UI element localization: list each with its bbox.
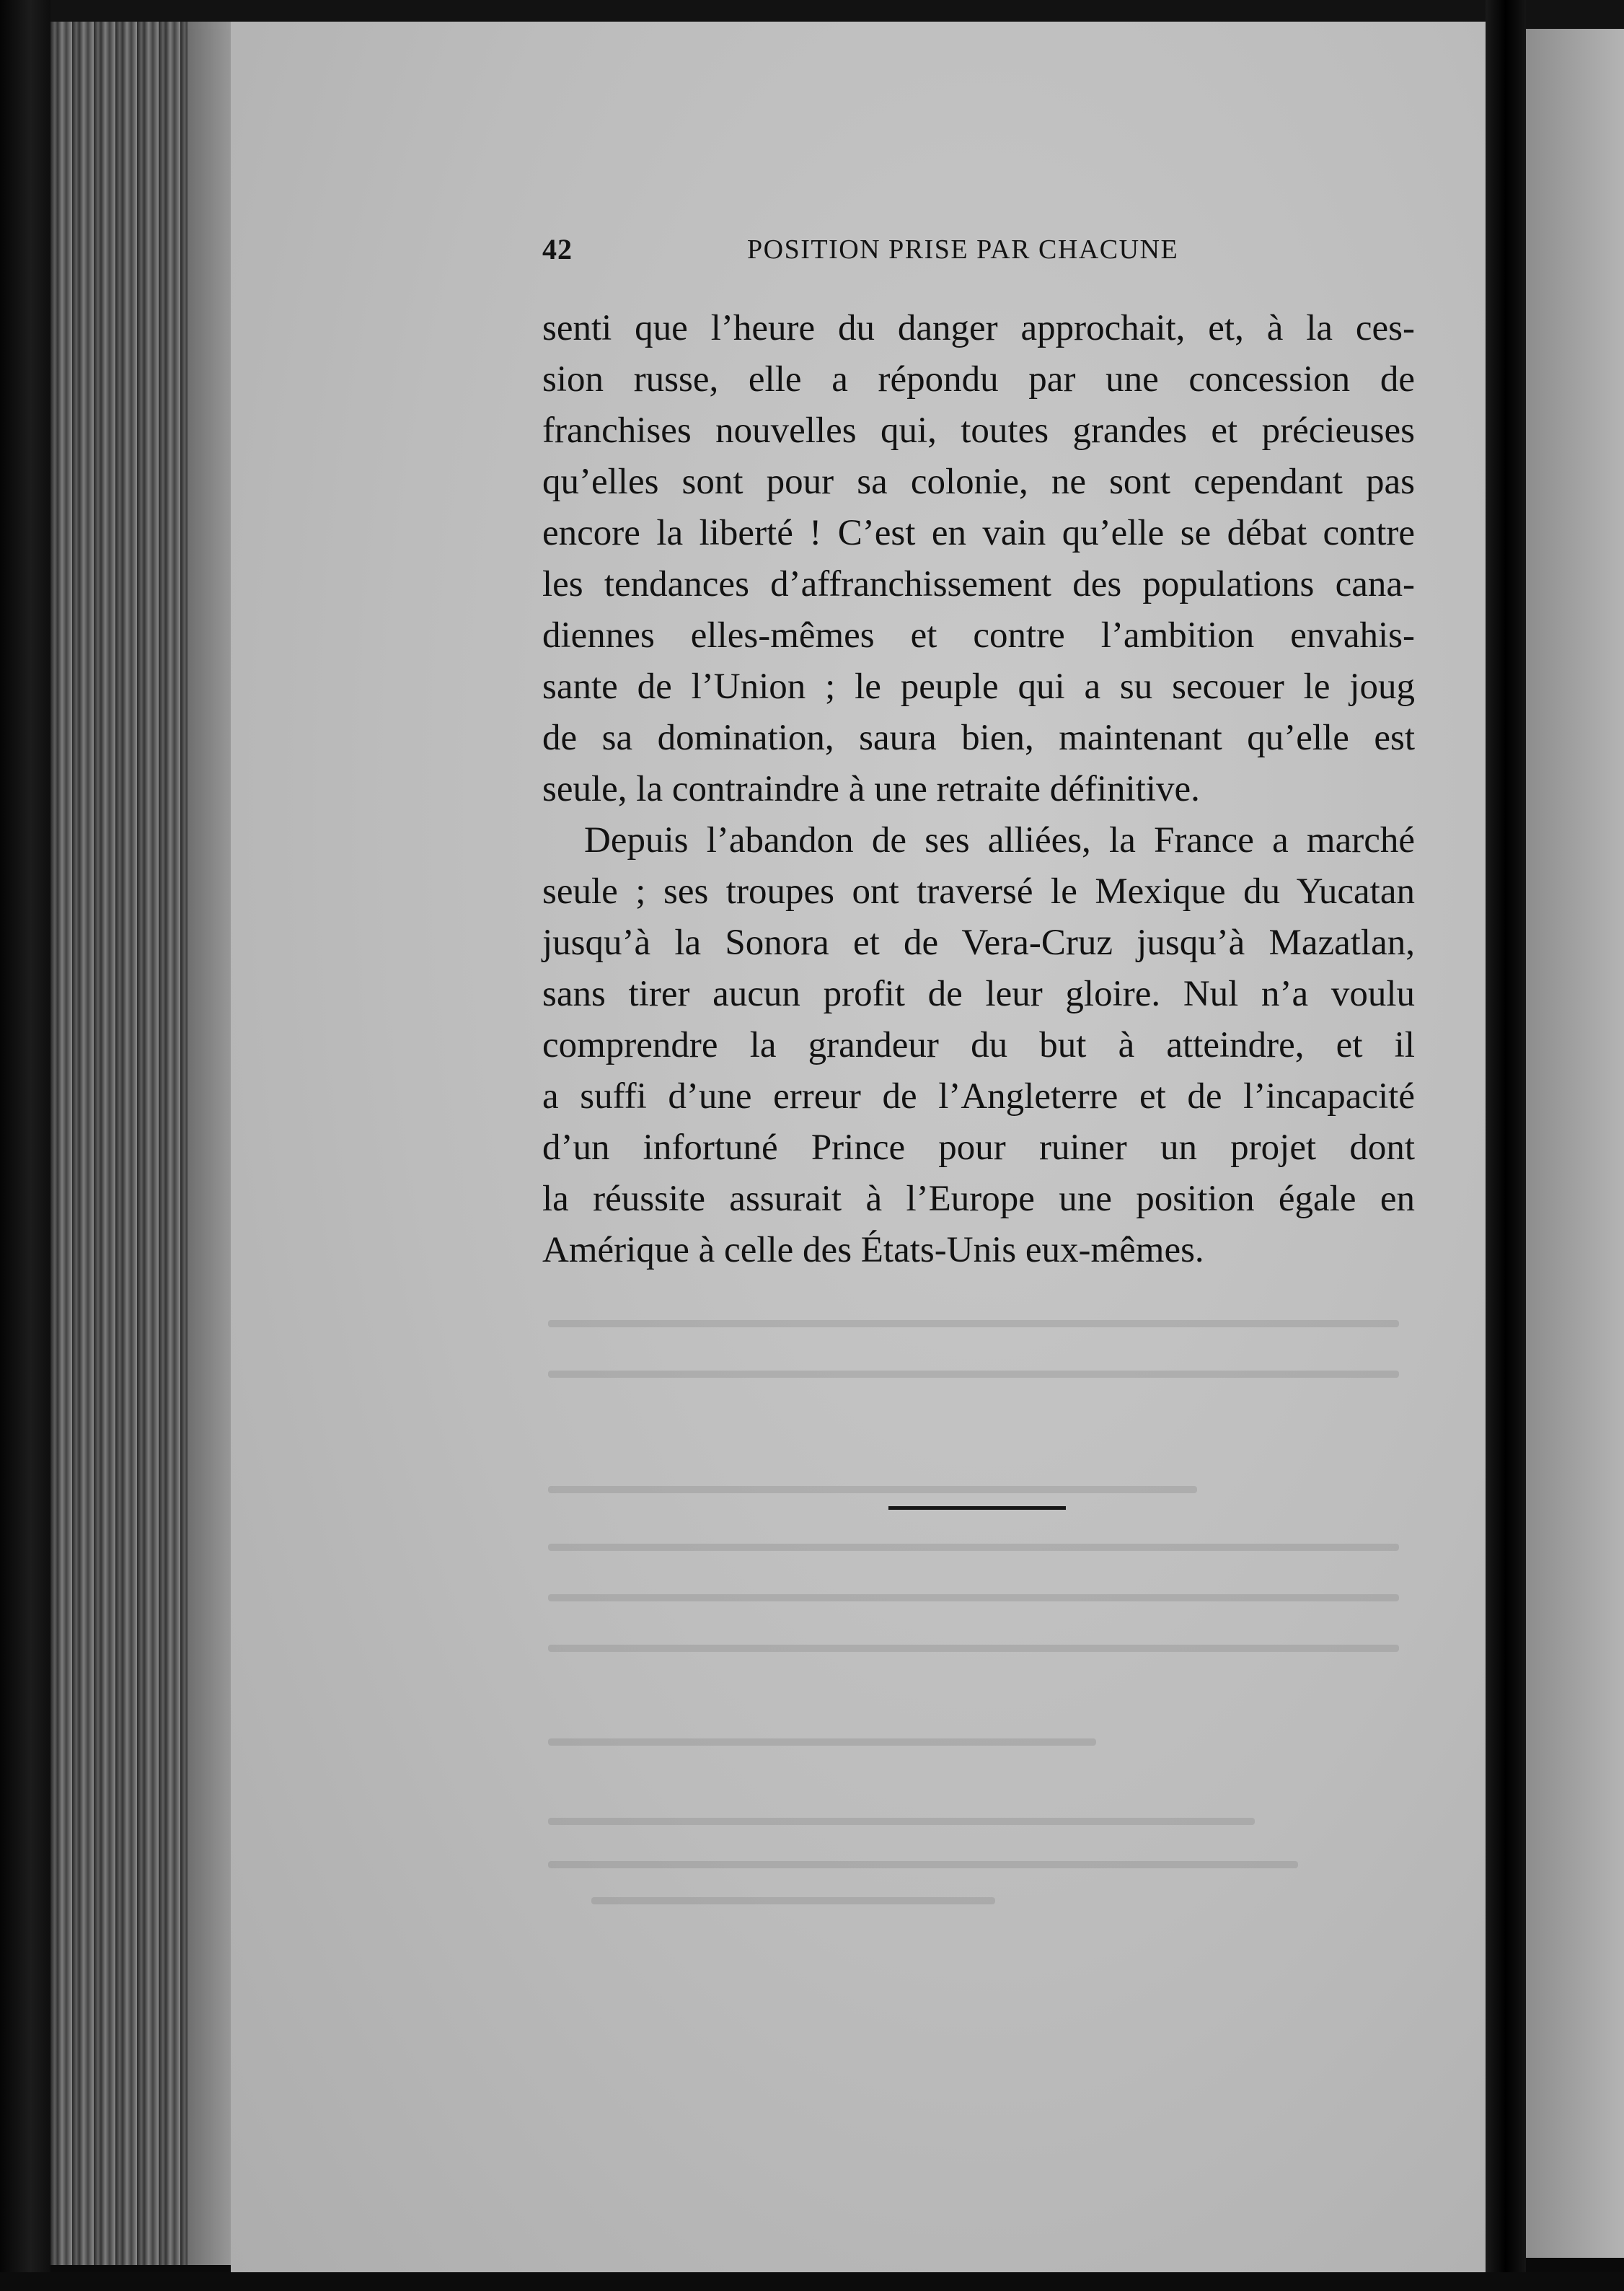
text-line: senti que l’heure du danger approchait, et, à la ces- xyxy=(542,308,1415,348)
bleed-through-mark xyxy=(548,1544,1399,1551)
text-line: encore la liberté ! C’est en vain qu’elle se débat contre xyxy=(542,513,1415,553)
text-line: d’un infortuné Prince pour ruiner un projet dont xyxy=(542,1127,1415,1168)
text-line: franchises nouvelles qui, toutes grandes et précieuses xyxy=(542,410,1415,451)
text-line: de sa domination, saura bien, maintenant qu’elle est xyxy=(542,718,1415,758)
book-page-edges xyxy=(50,22,231,2265)
book-gutter xyxy=(1486,0,1526,2291)
bleed-through-mark xyxy=(548,1861,1298,1868)
running-head-title: POSITION PRISE PAR CHACUNE xyxy=(747,234,1179,265)
text-line: les tendances d’affranchissement des populations cana- xyxy=(542,564,1415,604)
text-line: jusqu’à la Sonora et de Vera-Cruz jusqu’à Mazatlan, xyxy=(542,923,1415,963)
text-line: sans tirer aucun profit de leur gloire. Nul n’a voulu xyxy=(542,974,1415,1014)
text-line: la réussite assurait à l’Europe une position égale en xyxy=(542,1179,1415,1219)
text-line: qu’elles sont pour sa colonie, ne sont cependant pas xyxy=(542,462,1415,502)
bleed-through-mark xyxy=(548,1371,1399,1378)
text-line: comprendre la grandeur du but à atteindre, et il xyxy=(542,1025,1415,1065)
text-line: sion russe, elle a répondu par une concession de xyxy=(542,359,1415,400)
page-number: 42 xyxy=(542,233,573,265)
text-line: Depuis l’abandon de ses alliées, la France a marché xyxy=(584,820,1415,861)
running-head xyxy=(542,232,1220,276)
paragraph-2 xyxy=(542,815,1415,1276)
text-line: diennes elles-mêmes et contre l’ambition envahis- xyxy=(542,615,1415,656)
bleed-through-mark xyxy=(548,1320,1399,1327)
body-text xyxy=(542,303,1415,1276)
bleed-through-mark xyxy=(548,1486,1197,1493)
bleed-through-mark xyxy=(548,1645,1399,1652)
text-line: a suffi d’une erreur de l’Angleterre et de l’incapacité xyxy=(542,1076,1415,1117)
scan-bottom-border xyxy=(0,2272,1624,2291)
closing-rule xyxy=(888,1506,1066,1510)
bleed-through-mark xyxy=(591,1897,995,1904)
text-line: sante de l’Union ; le peuple qui a su secouer le joug xyxy=(542,667,1415,707)
text-line: seule ; ses troupes ont traversé le Mexique du Yucatan xyxy=(542,871,1415,912)
facing-page-edge xyxy=(1526,29,1624,2258)
bleed-through-mark xyxy=(548,1738,1096,1746)
bleed-through-mark xyxy=(548,1594,1399,1601)
paragraph-1 xyxy=(542,303,1415,815)
text-line: Amérique à celle des États-Unis eux-mêmes. xyxy=(542,1230,1204,1270)
scan-left-border xyxy=(0,0,50,2291)
bleed-through-mark xyxy=(548,1818,1255,1825)
text-line: seule, la contraindre à une retraite définitive. xyxy=(542,769,1200,809)
